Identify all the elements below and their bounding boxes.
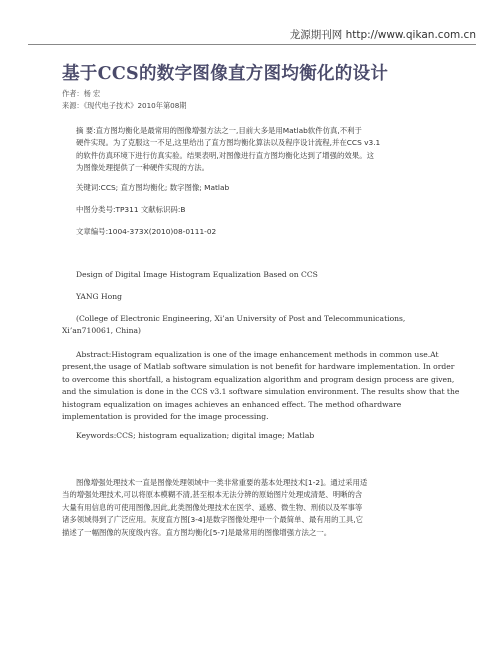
- abstract-en-line: and the simulation is done in the CCS v3.1 software simulation environment. The results show that the: [62, 387, 460, 397]
- abstract-en-line: to overcome this shortfall, a histogram equalization algorithm and program design process are given,: [62, 374, 455, 384]
- abstract-en-line: histogram equalization on images achieves an enhanced effect. The method ofhardware: [62, 399, 402, 409]
- abstract-en-line: implementation is provided for the image processing.: [62, 412, 269, 422]
- intro-line: 描述了一幅图像的灰度级内容。直方图均衡化[5-7]是最常用的图像增强方法之一。: [62, 527, 332, 537]
- affiliation-line: Xi’an710061, China): [62, 326, 141, 336]
- intro-line: 大量有用信息的可使用图像,因此,此类图像处理技术在医学、遥感、微生物、刑侦以及军事等: [62, 502, 363, 512]
- abstract-cn-line: 的软件仿真环境下进行仿真实验。结果表明,对图像进行直方图均衡化达到了增强的效果。这: [76, 150, 374, 160]
- abstract-cn: [62, 125, 436, 175]
- abstract-cn-line: 为图像处理提供了一种硬件实现的方法。: [76, 163, 210, 173]
- classification: 中图分类号:TP311 文献标识码:B: [76, 205, 186, 214]
- intro-line: 诸多领域得到了广泛应用。灰度直方图[3-4]是数字图像处理中一个最简单、最有用的工具,它: [62, 515, 364, 525]
- author-line: 作者：杨 宏: [62, 89, 101, 98]
- abstract-cn-line: 摘 要:直方图均衡化是最常用的图像增强方法之一,目前大多是用Matlab软件仿真,不利于: [76, 126, 362, 135]
- keywords-cn: 关键词:CCS; 直方图均衡化; 数字图像; Matlab: [76, 183, 230, 192]
- intro-line: 图像增强处理技术一直是图像处理领域中一类非常重要的基本处理技术[1-2]。通过采用适: [76, 478, 368, 487]
- article-number: 文章编号:1004-373X(2010)08-0111-02: [76, 227, 217, 236]
- keywords-en: Keywords:CCS; histogram equalization; digital image; Matlab: [76, 431, 315, 440]
- affiliation-en: [62, 313, 436, 338]
- affiliation-line: (College of Electronic Engineering, Xi’an University of Post and Telecommunications,: [76, 314, 406, 323]
- intro-line: 当的增强处理技术,可以将原本模糊不清,甚至根本无法分辨的原始图片处理成清楚、明晰的含: [62, 490, 363, 500]
- abstract-en-line: Abstract:Histogram equalization is one of the image enhancement methods in common use.At: [76, 350, 439, 359]
- abstract-cn-line: 硬件实现。为了克服这一不足,这里给出了直方图均衡化算法以及程序设计流程,并在CCS v3.1: [76, 138, 381, 148]
- intro-paragraph: [62, 477, 436, 539]
- site-header: 龙源期刊网 http://www.qikan.com.cn: [28, 27, 476, 45]
- title-en: Design of Digital Image Histogram Equalization Based on CCS: [76, 270, 318, 279]
- author-en: YANG Hong: [76, 292, 122, 301]
- abstract-en-line: present,the usage of Matlab software simulation is not benefit for hardware implementation. In order: [62, 362, 455, 372]
- source-line: 来源：《现代电子技术》2010年第08期: [62, 101, 187, 110]
- article-title: 基于CCS的数字图像直方图均衡化的设计: [62, 64, 389, 84]
- abstract-en: [62, 349, 460, 423]
